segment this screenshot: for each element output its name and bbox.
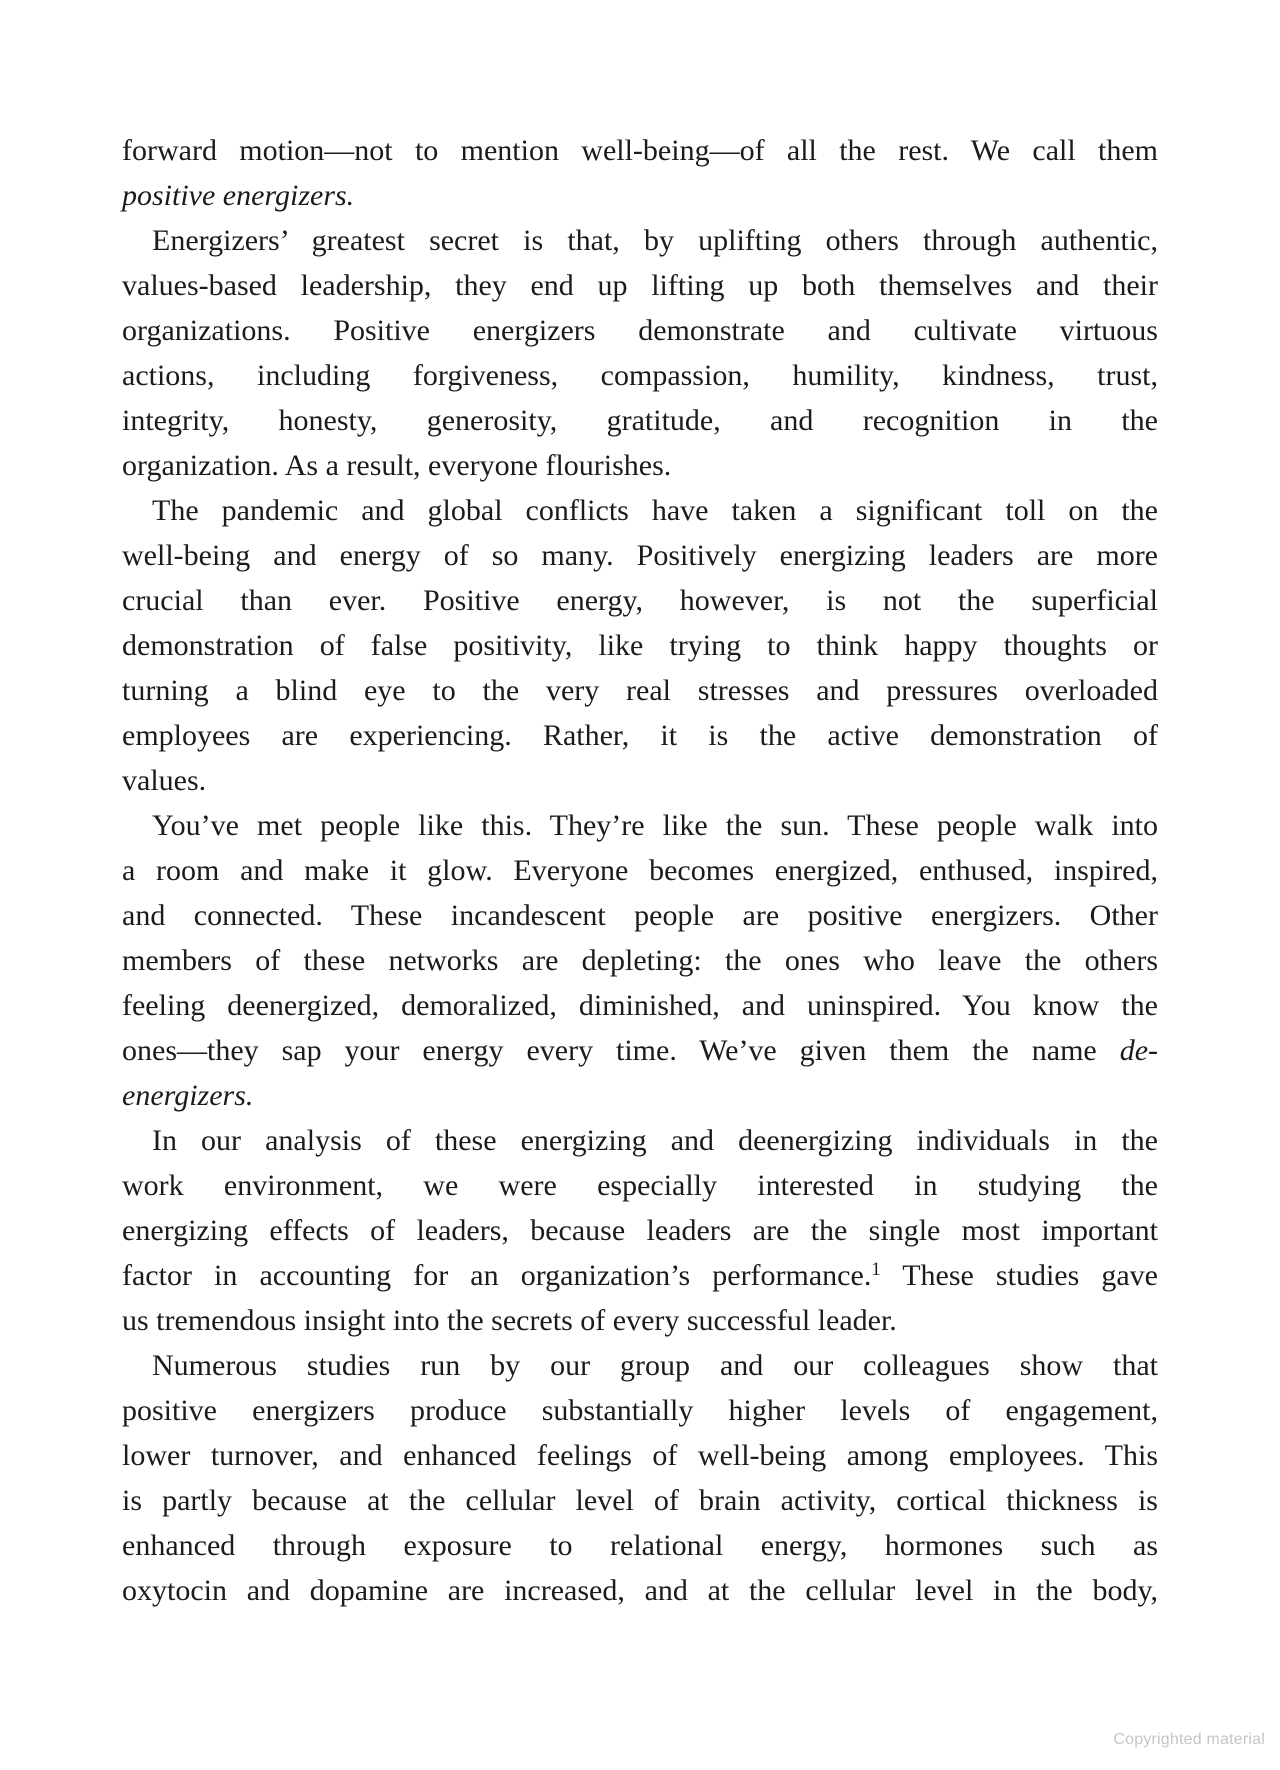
text-run: a room and make it glow. Everyone becomes energized, enthused, inspired,	[122, 854, 1158, 887]
text-run: us tremendous insight into the secrets of every successful leader.	[122, 1304, 897, 1337]
text-run: enhanced through exposure to relational energy, hormones such as	[122, 1529, 1158, 1562]
text-line	[122, 1073, 1158, 1118]
text-line	[122, 1298, 1158, 1343]
text-line	[122, 218, 1158, 263]
paragraph	[122, 218, 1158, 488]
paragraph	[122, 128, 1158, 218]
text-run: and connected. These incandescent people are positive energizers. Other	[122, 899, 1158, 932]
text-run: organizations. Positive energizers demonstrate and cultivate virtuous	[122, 314, 1158, 347]
text-line	[122, 893, 1158, 938]
text-line	[122, 983, 1158, 1028]
text-line	[122, 128, 1158, 173]
text-line	[122, 578, 1158, 623]
text-run: forward motion—not to mention well-being—of all the rest. We call them	[122, 134, 1158, 167]
text-run: crucial than ever. Positive energy, however, is not the superficial	[122, 584, 1158, 617]
text-line	[122, 1433, 1158, 1478]
text-line	[122, 308, 1158, 353]
text-line	[122, 533, 1158, 578]
text-line	[122, 713, 1158, 758]
text-column	[122, 128, 1158, 1613]
text-run: well-being and energy of so many. Positively energizing leaders are more	[122, 539, 1158, 572]
text-run: is partly because at the cellular level of brain activity, cortical thickness is	[122, 1484, 1158, 1517]
text-line	[122, 1028, 1158, 1073]
text-run: oxytocin and dopamine are increased, and at the cellular level in the body,	[122, 1574, 1158, 1607]
text-run: ones—they sap your energy every time. We’ve given them the name	[122, 1034, 1120, 1067]
text-run: integrity, honesty, generosity, gratitude, and recognition in the	[122, 404, 1158, 437]
text-run: turning a blind eye to the very real stresses and pressures overloaded	[122, 674, 1158, 707]
text-run: feeling deenergized, demoralized, diminished, and uninspired. You know the	[122, 989, 1158, 1022]
text-run: factor in accounting for an organization’s performance.	[122, 1259, 872, 1292]
copyright-watermark: Copyrighted material	[1113, 1731, 1265, 1748]
text-line	[122, 1388, 1158, 1433]
paragraph	[122, 488, 1158, 803]
text-line	[122, 848, 1158, 893]
text-run: values.	[122, 764, 207, 797]
text-line	[122, 1343, 1158, 1388]
text-run: employees are experiencing. Rather, it is the active demonstration of	[122, 719, 1158, 752]
italic-run: positive energizers.	[122, 179, 355, 212]
text-line	[122, 1478, 1158, 1523]
text-line	[122, 803, 1158, 848]
text-run: values-based leadership, they end up lifting up both themselves and their	[122, 269, 1158, 302]
text-run: These studies gave	[880, 1259, 1159, 1292]
text-run: energizing effects of leaders, because leaders are the single most important	[122, 1214, 1158, 1247]
text-line	[122, 398, 1158, 443]
text-line	[122, 1253, 1158, 1298]
text-run: The pandemic and global conflicts have taken a significant toll on the	[152, 494, 1158, 527]
text-run: You’ve met people like this. They’re like the sun. These people walk into	[152, 809, 1158, 842]
paragraph	[122, 1118, 1158, 1343]
text-line	[122, 173, 1158, 218]
text-run: Numerous studies run by our group and our colleagues show that	[152, 1349, 1158, 1382]
text-run: positive energizers produce substantially higher levels of engagement,	[122, 1394, 1158, 1427]
text-run: In our analysis of these energizing and deenergizing individuals in the	[152, 1124, 1158, 1157]
text-line	[122, 758, 1158, 803]
text-line	[122, 1118, 1158, 1163]
text-line	[122, 1163, 1158, 1208]
text-line	[122, 1523, 1158, 1568]
text-run: demonstration of false positivity, like trying to think happy thoughts or	[122, 629, 1158, 662]
text-run: organization. As a result, everyone flourishes.	[122, 449, 672, 482]
italic-run: energizers.	[122, 1079, 254, 1112]
text-line	[122, 938, 1158, 983]
text-line	[122, 668, 1158, 713]
paragraph	[122, 803, 1158, 1118]
text-run: lower turnover, and enhanced feelings of well-being among employees. This	[122, 1439, 1158, 1472]
text-line	[122, 443, 1158, 488]
text-run: Energizers’ greatest secret is that, by uplifting others through authentic,	[152, 224, 1158, 257]
text-line	[122, 488, 1158, 533]
text-line	[122, 1568, 1158, 1613]
text-run: members of these networks are depleting: the ones who leave the others	[122, 944, 1158, 977]
text-line	[122, 263, 1158, 308]
italic-run: de-	[1119, 1034, 1158, 1067]
text-line	[122, 623, 1158, 668]
footnote-marker: 1	[871, 1258, 881, 1280]
paragraph	[122, 1343, 1158, 1613]
text-line	[122, 1208, 1158, 1253]
text-line	[122, 353, 1158, 398]
text-run: work environment, we were especially interested in studying the	[122, 1169, 1158, 1202]
text-run: actions, including forgiveness, compassion, humility, kindness, trust,	[122, 359, 1158, 392]
